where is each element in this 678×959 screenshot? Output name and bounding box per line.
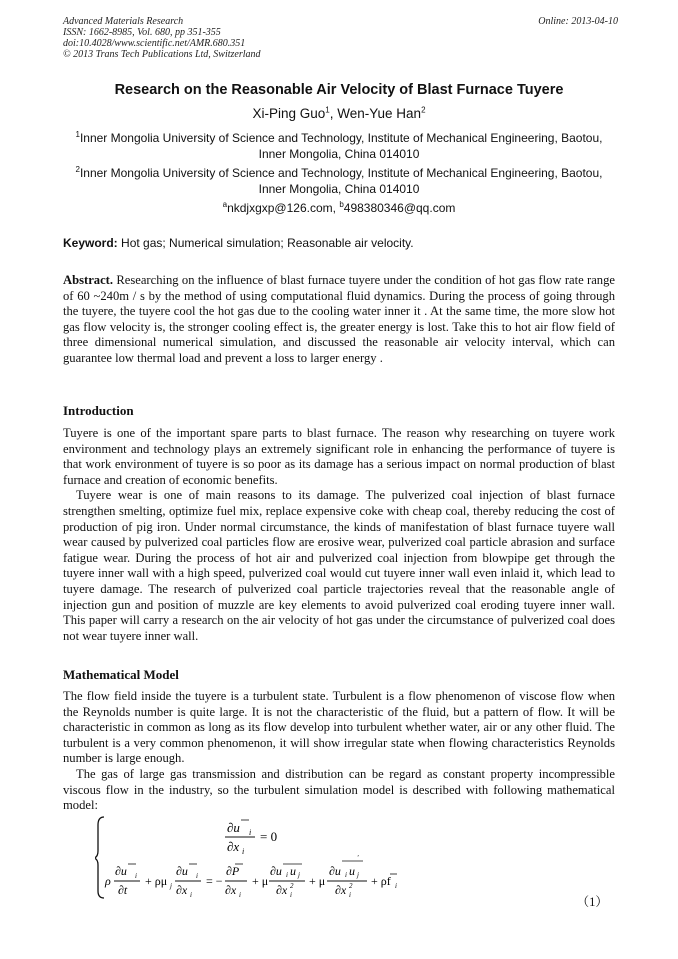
svg-text:′: ′ — [357, 854, 359, 862]
email-link[interactable]: 498380346@qq.com — [343, 201, 456, 215]
svg-text:i: i — [242, 847, 245, 856]
affiliation-1 — [63, 130, 615, 162]
svg-text:j: j — [298, 871, 300, 879]
paragraph: Tuyere is one of the important spare parts to blast furnace. The reason why researching on tuyere work environment and technology plays an extremely significant role in enhancing the performance of tuyere is that work environment of tuyere is so poor as its damage has a serious impact on normal production of blast furnace and creation of economic benefits. — [63, 426, 615, 487]
section-heading-mathematical-model: Mathematical Model — [63, 667, 179, 682]
svg-text:u: u — [290, 864, 296, 878]
equation-1 — [95, 815, 425, 900]
affiliation-text: Inner Mongolia University of Science and Technology, Institute of Mechanical Engineering, Baotou, Inner Mongolia, China 014010 — [79, 166, 603, 196]
journal-name: Advanced Materials Research — [63, 16, 184, 27]
brace — [95, 817, 104, 898]
svg-text:∂u: ∂u — [115, 864, 127, 878]
svg-text:+ μ: + μ — [252, 874, 269, 888]
svg-text:= 0: = 0 — [260, 829, 278, 844]
svg-text:i: i — [395, 882, 397, 890]
svg-text:∂P: ∂P — [226, 864, 240, 878]
svg-text:= −: = − — [206, 874, 223, 888]
svg-text:i: i — [349, 891, 351, 899]
svg-text:∂u: ∂u — [329, 864, 341, 878]
momentum-equation — [104, 854, 397, 899]
svg-text:∂u: ∂u — [270, 864, 282, 878]
affiliation-text: Inner Mongolia University of Science and Technology, Institute of Mechanical Engineering, Baotou, Inner Mongolia, China 014010 — [79, 131, 603, 161]
doi: doi:10.4028/www.scientific.net/AMR.680.351 — [63, 38, 246, 49]
email-link[interactable]: nkdjxgxp@126.com — [227, 201, 333, 215]
paragraph: The gas of large gas transmission and distribution can be regard as constant property incompressible viscous flow in the industry, so the turbulent simulation model is described with following mathematical model: — [63, 766, 615, 813]
svg-text:∂x: ∂x — [225, 883, 237, 897]
svg-text:∂x: ∂x — [335, 883, 347, 897]
author-name: Xi-Ping Guo — [252, 106, 326, 121]
email-sup: b — [339, 200, 344, 209]
issn: ISSN: 1662-8985, Vol. 680, pp 351-355 — [63, 27, 221, 38]
author-list: Xi-Ping Guo$^1$, Wen-Yue Han$^2$ — [252, 105, 426, 121]
svg-text:i: i — [345, 871, 347, 879]
paragraph: Tuyere wear is one of main reasons to its damage. The pulverized coal injection of blast furnace strengthen smelting, optimize fuel mix, replace expensive coke with cheap coal, thereby reducing the cost of production of pig iron. Under normal circumstance, the kinds of manifestation of blast furnace tuyere wall wear caused by pulverized coal particles flow are erosive wear, pulverized coal particle abrasion and surface fatigue wear. During the process of hot air and pulverized coal injection from blowpipe get through the tuyere inner wall with a high speed, pulverized coal would cut tuyere inner wall even inlaid it, which lead to tuyere damage. The research of pulverized coal particle trajectories reveal that the reasonable angle of injection gun and position of muzzle are key elements to avoid pulverized coal eroding tuyere inner wall. This paper will carry a research on the air velocity of hot gas under the circumstance of pulverized coal does not wear tuyere inner wall. — [63, 488, 615, 643]
author-sup: 1 — [325, 105, 330, 115]
abstract — [63, 273, 615, 367]
section-heading-introduction: Introduction — [63, 403, 134, 418]
email-sup: a — [222, 200, 228, 209]
svg-text:j: j — [357, 871, 359, 879]
copyright: © 2013 Trans Tech Publications Ltd, Switzerland — [63, 49, 261, 60]
keywords — [63, 236, 615, 250]
continuity-equation — [225, 820, 277, 856]
svg-text:+ ρf: + ρf — [371, 874, 391, 888]
abstract-text: Researching on the influence of blast furnace tuyere under the condition of hot gas flow rate range of 60 ~240m / s by the method of using computational fluid dynamics. During the process of going through the tuyere, the tuyere cool the hot gas due to the cooling water inner it . At the same time, the more slow hot gas flow velocity is, the stronger cooling effect is, the greater energy is lost. Take this to hot air flow field of three dimensional numerical simulation, and discussed the reasonable air velocity interval, which can guarantee low thermal load and prevent a loss to larger energy . — [63, 273, 615, 365]
svg-text:∂t: ∂t — [118, 883, 128, 897]
introduction-body — [63, 426, 615, 644]
svg-text:i: i — [249, 828, 252, 837]
svg-text:2: 2 — [349, 882, 353, 890]
svg-text:∂x: ∂x — [176, 883, 188, 897]
author-name: Wen-Yue Han — [337, 106, 422, 121]
svg-text:+ ρμ: + ρμ — [145, 874, 168, 888]
svg-text:i: i — [190, 891, 192, 899]
svg-text:i: i — [239, 891, 241, 899]
svg-text:ρ: ρ — [105, 874, 111, 888]
svg-text:∂u: ∂u — [227, 820, 240, 835]
svg-text:∂u: ∂u — [176, 864, 188, 878]
affiliation-sup: 1 — [75, 130, 80, 139]
paper-title: Research on the Reasonable Air Velocity of Blast Furnace Tuyere — [114, 82, 564, 98]
journal-header — [63, 16, 618, 60]
svg-text:i: i — [286, 871, 288, 879]
svg-text:i: i — [290, 891, 292, 899]
svg-text:j: j — [170, 882, 172, 890]
keyword-text: Hot gas; Numerical simulation; Reasonable air velocity. — [121, 236, 414, 250]
affiliation-sup: 2 — [75, 165, 80, 174]
svg-text:+ μ: + μ — [309, 874, 326, 888]
svg-text:∂x: ∂x — [276, 883, 288, 897]
email-list: $^a$nkdjxgxp@126.com, $^b$498380346@qq.com — [222, 200, 456, 215]
mathematical-model-body — [63, 689, 615, 814]
svg-text:∂x: ∂x — [227, 839, 240, 854]
keyword-label: Keyword: — [63, 236, 118, 250]
svg-text:i: i — [196, 872, 198, 880]
affiliation-2 — [63, 165, 615, 197]
abstract-label: Abstract. — [63, 273, 114, 287]
equation-number: （1） — [576, 895, 608, 909]
online-date: Online: 2013-04-10 — [538, 16, 618, 27]
svg-text:i: i — [135, 872, 137, 880]
svg-text:2: 2 — [290, 882, 294, 890]
author-sup: 2 — [421, 105, 426, 115]
paragraph: The flow field inside the tuyere is a turbulent state. Turbulent is a flow phenomenon of viscose flow when the Reynolds number is quite large. It is not the characteristic of the fluid, but a pattern of flow. It will be characteristic in common as long as its flow develop into turbulent whether water, air or any other fluid. The turbulent is a very common phenomenon, it will show irregular state when flowing characteristics Reynolds number is large enough. — [63, 689, 615, 766]
svg-text:u: u — [349, 864, 355, 878]
